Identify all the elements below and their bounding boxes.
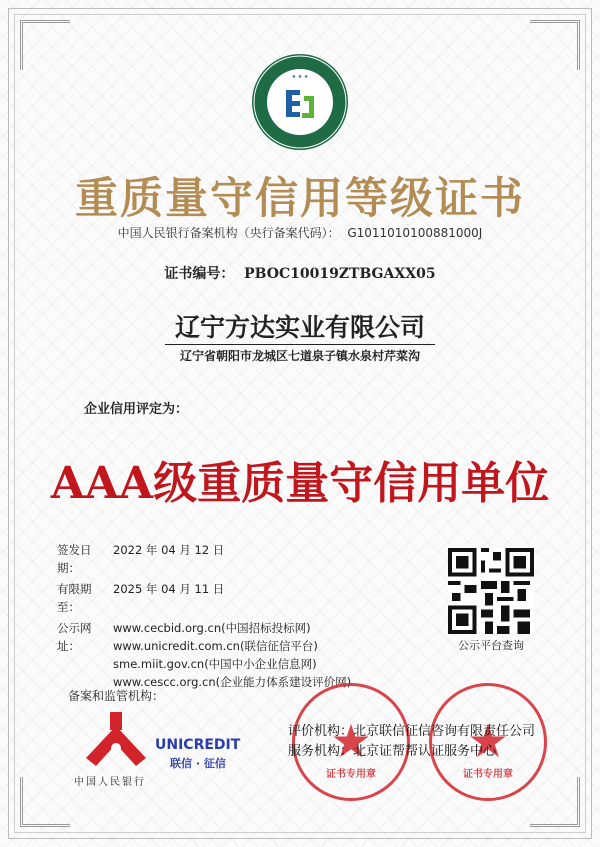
organizations	[288, 722, 535, 762]
corner-ornament	[20, 777, 70, 827]
star-icon: ★	[467, 714, 509, 768]
site-link[interactable]: www.cecbid.org.cn(中国招标投标网)	[113, 621, 311, 635]
certificate-number	[0, 263, 600, 283]
pboc-code	[0, 224, 600, 241]
pboc-logo-text: 中国人民银行	[74, 777, 146, 788]
certificate-title: 重质量守信用等级证书	[75, 174, 525, 224]
company-address: 辽宁省朝阳市龙城区七道泉子镇水泉村芹菜沟	[179, 349, 420, 363]
issue-date: 2022 年 04 月 12 日	[113, 543, 225, 557]
expiry-date: 2025 年 04 月 11 日	[113, 582, 225, 596]
unicredit-logo-cn: 联信 · 征信	[170, 757, 226, 770]
qr-code[interactable]	[448, 548, 534, 634]
stamp-label: 证书专用章	[463, 769, 513, 780]
cert-no-label: 证书编号：	[164, 266, 235, 282]
issue-date-label: 签发日期：	[57, 543, 92, 575]
corner-ornament	[20, 20, 70, 70]
corner-ornament	[530, 777, 580, 827]
pboc-logo	[80, 712, 152, 770]
site-link[interactable]: www.cescc.org.cn(企业能力体系建设评价网)	[113, 675, 352, 689]
corner-ornament	[530, 20, 580, 70]
evaluation-seal-logo	[250, 52, 350, 152]
evaluator-org: 评价机构：北京联信征信咨询有限责任公司	[288, 724, 536, 739]
cert-no-value: PBOC10019ZTBGAXX05	[244, 266, 436, 282]
svg-text:★ ★ ★: ★ ★ ★	[291, 74, 309, 80]
supervision-label: 备案和监管机构：	[68, 689, 165, 703]
rated-label: 企业信用评定为：	[84, 402, 189, 417]
expiry-label: 有限期至：	[57, 582, 92, 614]
site-link[interactable]: www.unicredit.com.cn(联信征信平台)	[113, 639, 318, 653]
stamp-label: 证书专用章	[326, 769, 376, 780]
pboc-code-value: G1011010100881000J	[347, 226, 483, 240]
sites-label: 公示网址：	[57, 621, 92, 653]
pboc-code-label: 中国人民银行备案机构（央行备案代码）：	[117, 226, 340, 240]
certificate-info	[57, 541, 351, 691]
star-icon: ★	[330, 714, 372, 768]
company-name: 辽宁方达实业有限公司	[174, 313, 425, 342]
qr-caption: 公示平台查询	[458, 639, 524, 652]
credit-level: AAA级重质量守信用单位	[50, 458, 550, 509]
service-org: 服务机构：北京证帮帮认证服务中心	[288, 744, 497, 759]
unicredit-logo-en: UNICREDIT	[155, 737, 241, 753]
divider	[165, 344, 435, 345]
site-link[interactable]: sme.miit.gov.cn(中国中小企业信息网)	[113, 657, 317, 671]
